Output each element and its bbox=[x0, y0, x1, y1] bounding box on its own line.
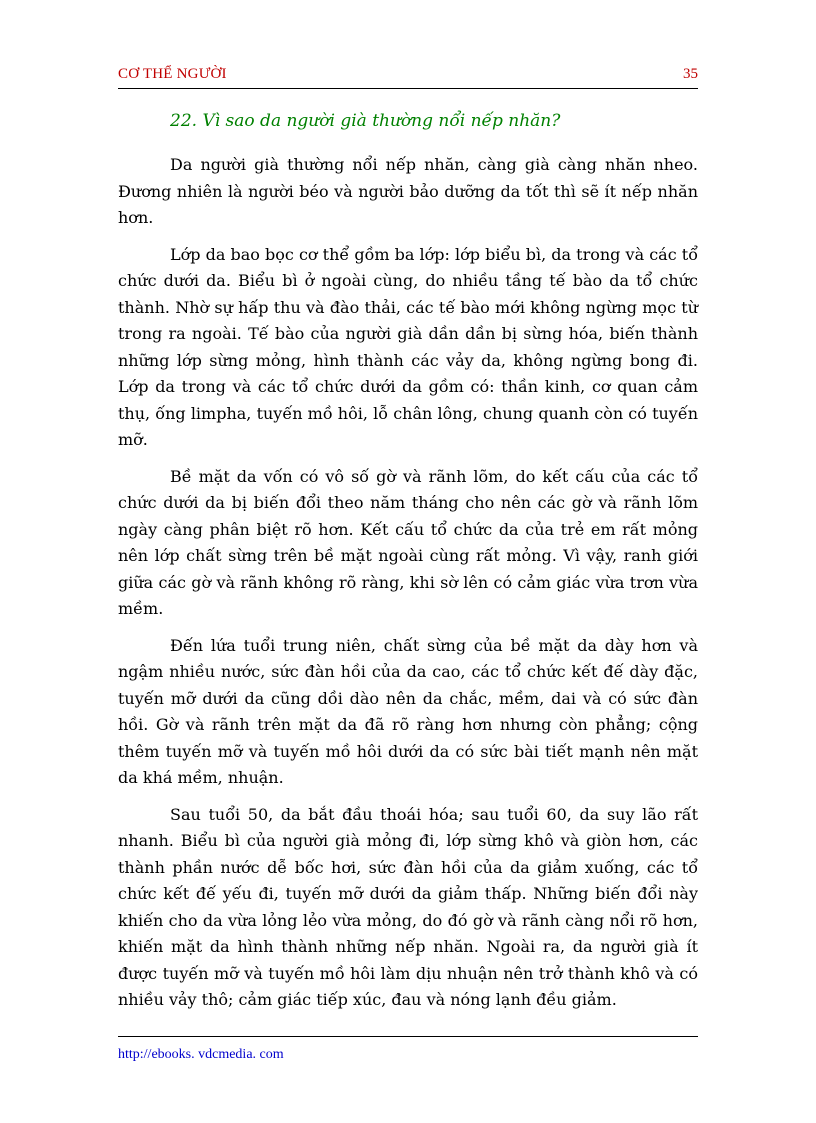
book-title: CƠ THỂ NGƯỜI bbox=[118, 66, 227, 82]
paragraph-3: Bề mặt da vốn có vô số gờ và rãnh lõm, do kết cấu của các tổ chức dưới da bị biến đổi theo năm tháng cho nên các gờ và rãnh lõm ngày càng phân biệt rõ hơn. Kết cấu tổ chức da của trẻ em rất mỏng nên lớp chất sừng trên bề mặt ngoài cùng rất mỏng. Vì vậy, ranh giới giữa các gờ và rãnh không rõ ràng, khi sờ lên có cảm giác vừa trơn vừa mềm. bbox=[118, 466, 698, 618]
footer-link[interactable]: http://ebooks. vdcmedia. com bbox=[118, 1047, 284, 1062]
page-header bbox=[118, 64, 698, 89]
paragraph-5: Sau tuổi 50, da bắt đầu thoái hóa; sau tuổi 60, da suy lão rất nhanh. Biểu bì của người già mỏng đi, lớp sừng khô và giòn hơn, các thành phần nước dễ bốc hơi, sức đàn hồi của da giảm xuống, các tổ chức kết đế yếu đi, tuyến mỡ dưới da giảm thấp. Những biến đổi này khiến cho da vừa lỏng lẻo vừa mỏng, do đó gờ và rãnh càng nổi rõ hơn, khiến mặt da hình thành những nếp nhăn. Ngoài ra, da người già ít được tuyến mỡ và tuyến mồ hôi làm dịu nhuận nên trở thành khô và có nhiều vảy thô; cảm giác tiếp xúc, đau và nóng lạnh đều giảm. bbox=[118, 804, 698, 1009]
paragraph-4: Đến lứa tuổi trung niên, chất sừng của bề mặt da dày hơn và ngậm nhiều nước, sức đàn hồi của da cao, các tổ chức kết đế dày đặc, tuyến mỡ dưới da cũng dồi dào nên da chắc, mềm, dai và có sức đàn hồi. Gờ và rãnh trên mặt da đã rõ ràng hơn nhưng còn phẳng; cộng thêm tuyến mỡ và tuyến mồ hôi dưới da có sức bài tiết mạnh nên mặt da khá mềm, nhuận. bbox=[118, 635, 698, 787]
paragraph-1: Da người già thường nổi nếp nhăn, càng già càng nhăn nheo. Đương nhiên là người béo và người bảo dưỡng da tốt thì sẽ ít nếp nhăn hơn. bbox=[118, 155, 698, 227]
paragraph-2: Lớp da bao bọc cơ thể gồm ba lớp: lớp biểu bì, da trong và các tổ chức dưới da. Biểu bì ở ngoài cùng, do nhiều tầng tế bào da tổ chức thành. Nhờ sự hấp thu và đào thải, các tế bào mới không ngừng mọc từ trong ra ngoài. Tế bào của người già dần dần bị sừng hóa, biến thành những lớp sừng mỏng, hình thành các vảy da, không ngừng bong đi. Lớp da trong và các tổ chức dưới da gồm có: thần kinh, cơ quan cảm thụ, ống limpha, tuyến mồ hôi, lỗ chân lông, chung quanh còn có tuyến mỡ. bbox=[118, 244, 698, 449]
page-content bbox=[118, 108, 698, 1024]
page-number: 35 bbox=[683, 66, 698, 82]
question-heading: 22. Vì sao da người già thường nổi nếp nhăn? bbox=[170, 111, 561, 131]
page-footer bbox=[118, 1036, 698, 1063]
